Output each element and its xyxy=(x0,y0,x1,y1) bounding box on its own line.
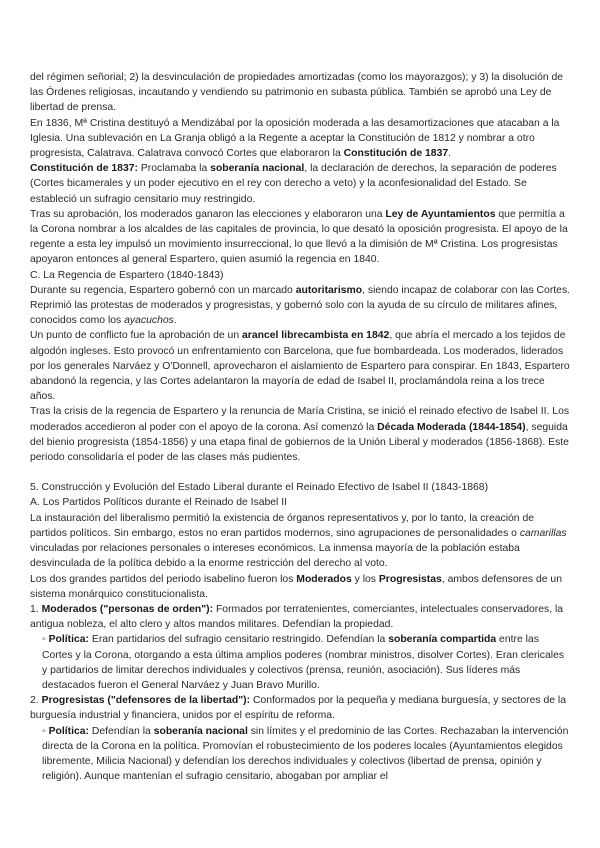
italic-text: camarillas xyxy=(519,527,567,539)
text-run: 5. Construcción y Evolución del Estado Liberal durante el Reinado Efectivo de Isabel II (1843-1868) xyxy=(30,482,489,494)
text-run: Durante su regencia, Espartero gobernó con un marcado xyxy=(30,284,296,296)
paragraph xyxy=(30,404,572,465)
text-run: sin límites y el predominio de las Cortes. Rechazaban la intervención directa de la Corona en la política. Promovían el robustecimiento de los poderes locales (Ayuntamientos elegidos libremente, Milicia Nacional) y defendían los derechos individuales y colectivos (libertad de prensa, opinión y religión). Aunque mantenían el sufragio censitario, abogaban por ampliar el xyxy=(42,725,569,783)
text-run: 1. xyxy=(30,603,42,615)
bold-text: soberanía nacional xyxy=(210,163,305,175)
text-run: ◦ xyxy=(42,634,49,646)
text-run: que permitía a la Corona nombrar a los alcaldes de las capitales de provincia, lo que desató la oposición progresista. El apoyo de la regente a esta ley impulsó un movimiento insurreccional, lo que llevó a la dimisión de Mª Cristina. Los progresistas apoyaron entonces al general Espartero, quien asumió la regencia en 1840. xyxy=(30,208,568,266)
text-run: Formados por terratenientes, comerciantes, intelectuales conservadores, la antigua nobleza, el alto clero y altos mandos militares. Defendían la propiedad. xyxy=(30,603,564,631)
paragraph xyxy=(30,693,572,723)
paragraph xyxy=(30,207,572,268)
blank-line xyxy=(30,465,572,480)
text-run: del régimen señorial; 2) la desvinculación de propiedades amortizadas (como los mayorazgos); y 3) la disolución de las Órdenes religiosas, incautando y vendiendo su patrimonio en subasta pública. También se aprobó una Ley de libertad de prensa. xyxy=(30,72,564,114)
text-run: , la declaración de derechos, la separación de poderes (Cortes bicamerales y un poder ejecutivo en el rey con derecho a veto) y la aconfesionalidad del Estado. Se estableció un sufragio censitario muy restringido. xyxy=(30,163,557,205)
bold-text: soberanía compartida xyxy=(388,634,497,646)
text-run: 2. xyxy=(30,695,42,707)
paragraph xyxy=(30,602,572,632)
text-run: Conformados por la pequeña y mediana burguesía, y sectores de la burguesía industrial y financiera, unidos por el espíritu de reforma. xyxy=(30,695,567,722)
text-run: C. La Regencia de Espartero (1840-1843) xyxy=(30,269,224,281)
text-run: Proclamaba la xyxy=(137,163,211,175)
paragraph xyxy=(30,116,572,162)
paragraph xyxy=(30,283,572,329)
paragraph xyxy=(30,511,572,572)
paragraph xyxy=(30,480,572,495)
text-run: Tras la crisis de la regencia de Espartero y la renuncia de María Cristina, se inició el reinado efectivo de Isabel II. Los moderados accedieron al poder con el apoyo de la corona. Así comenzó la xyxy=(30,406,570,433)
bold-text: Política: xyxy=(48,725,89,737)
text-run: , que abría el mercado a los tejidos de algodón ingleses. Esto provocó un enfrentamiento con Barcelona, que fue bombardeada. Los moderados, liderados por los generales Narváez y O'Donnell, aprovecharon el aislamiento de Espartero para conspirar. En 1843, Espartero abandonó la regencia, y las Cortes adelantaron la mayoría de edad de Isabel II, proclamándola reina a los trece años. xyxy=(30,330,570,403)
text-run: Eran partidarios del sufragio censitario restringido. Defendían la xyxy=(89,634,389,646)
document-page xyxy=(30,70,572,784)
text-run: A. Los Partidos Políticos durante el Reinado de Isabel II xyxy=(30,497,288,509)
bold-text: Moderados ("personas de orden"): xyxy=(41,603,214,615)
text-run: . xyxy=(173,315,177,327)
bold-text: Ley de Ayuntamientos xyxy=(385,208,496,220)
bold-text: soberanía nacional xyxy=(153,725,248,737)
bold-text: Progresistas ("defensores de la libertad"): xyxy=(41,695,251,707)
bold-text: Política: xyxy=(48,634,89,646)
text-run: , seguida del bienio progresista (1854-1856) y una etapa final de gobiernos de la Unión Liberal y moderados (1856-1868). Este periodo consolidaría el poder de las clases más pudientes. xyxy=(30,421,569,464)
text-run: . xyxy=(448,148,452,160)
paragraph xyxy=(30,724,572,785)
italic-text: ayacuchos xyxy=(124,315,174,327)
paragraph xyxy=(30,632,572,693)
bold-text: Década Moderada (1844-1854) xyxy=(377,421,526,433)
text-run: entre las Cortes y la Corona, otorgando a esta última amplios poderes (nombrar ministros, disolver Cortes). Eran clericales y partidarios de limitar derechos individuales y colectivos (prensa, reunión, asociación). Sus líderes más destacados fueron el General Narváez y Juan Bravo Murillo. xyxy=(42,634,565,691)
text-run: , siendo incapaz de colaborar con las Cortes. Reprimió las protestas de moderados y progresistas, y gobernó solo con la ayuda de su círculo de militares afines, conocidos como los xyxy=(30,284,571,327)
paragraph xyxy=(30,161,572,207)
text-run: En 1836, Mª Cristina destituyó a Mendizábal por la oposición moderada a las desamortizaciones que atacaban a la Iglesia. Una sublevación en La Granja obligó a la Regente a aceptar la Constitución de 1812 y nombrar a otro progresista, Calatrava. Calatrava convocó Cortes que elaboraron la xyxy=(30,117,560,160)
paragraph xyxy=(30,70,572,116)
text-run: Los dos grandes partidos del periodo isabelino fueron los xyxy=(30,573,297,585)
bold-text: autoritarismo xyxy=(295,284,363,296)
bold-text: Constitución de 1837: xyxy=(30,163,138,175)
paragraph xyxy=(30,328,572,404)
text-run: , ambos defensores de un sistema monárquico constitucionalista. xyxy=(30,573,562,600)
bold-text: Moderados xyxy=(296,573,352,585)
text-run: y los xyxy=(351,573,379,585)
text-run: vinculadas por relaciones personales o intereses económicos. La inmensa mayoría de la población estaba desvinculada de la política debido a la enorme restricción del derecho al voto. xyxy=(30,543,520,570)
bold-text: Progresistas xyxy=(378,573,442,585)
paragraph xyxy=(30,495,572,510)
text-run: Tras su aprobación, los moderados ganaron las elecciones y elaboraron una xyxy=(30,208,386,220)
text-run: Un punto de conflicto fue la aprobación de un xyxy=(30,330,243,342)
text-run: ◦ xyxy=(42,725,49,737)
text-run: Defendían la xyxy=(89,725,154,737)
bold-text: Constitución de 1837 xyxy=(343,148,449,160)
paragraph xyxy=(30,572,572,602)
bold-text: arancel librecambista en 1842 xyxy=(242,330,390,342)
text-run: La instauración del liberalismo permitió la existencia de órganos representativos y, por lo tanto, la creación de partidos políticos. Sin embargo, estos no eran partidos modernos, sino agrupaciones de personalidades o xyxy=(30,512,535,539)
paragraph xyxy=(30,268,572,283)
